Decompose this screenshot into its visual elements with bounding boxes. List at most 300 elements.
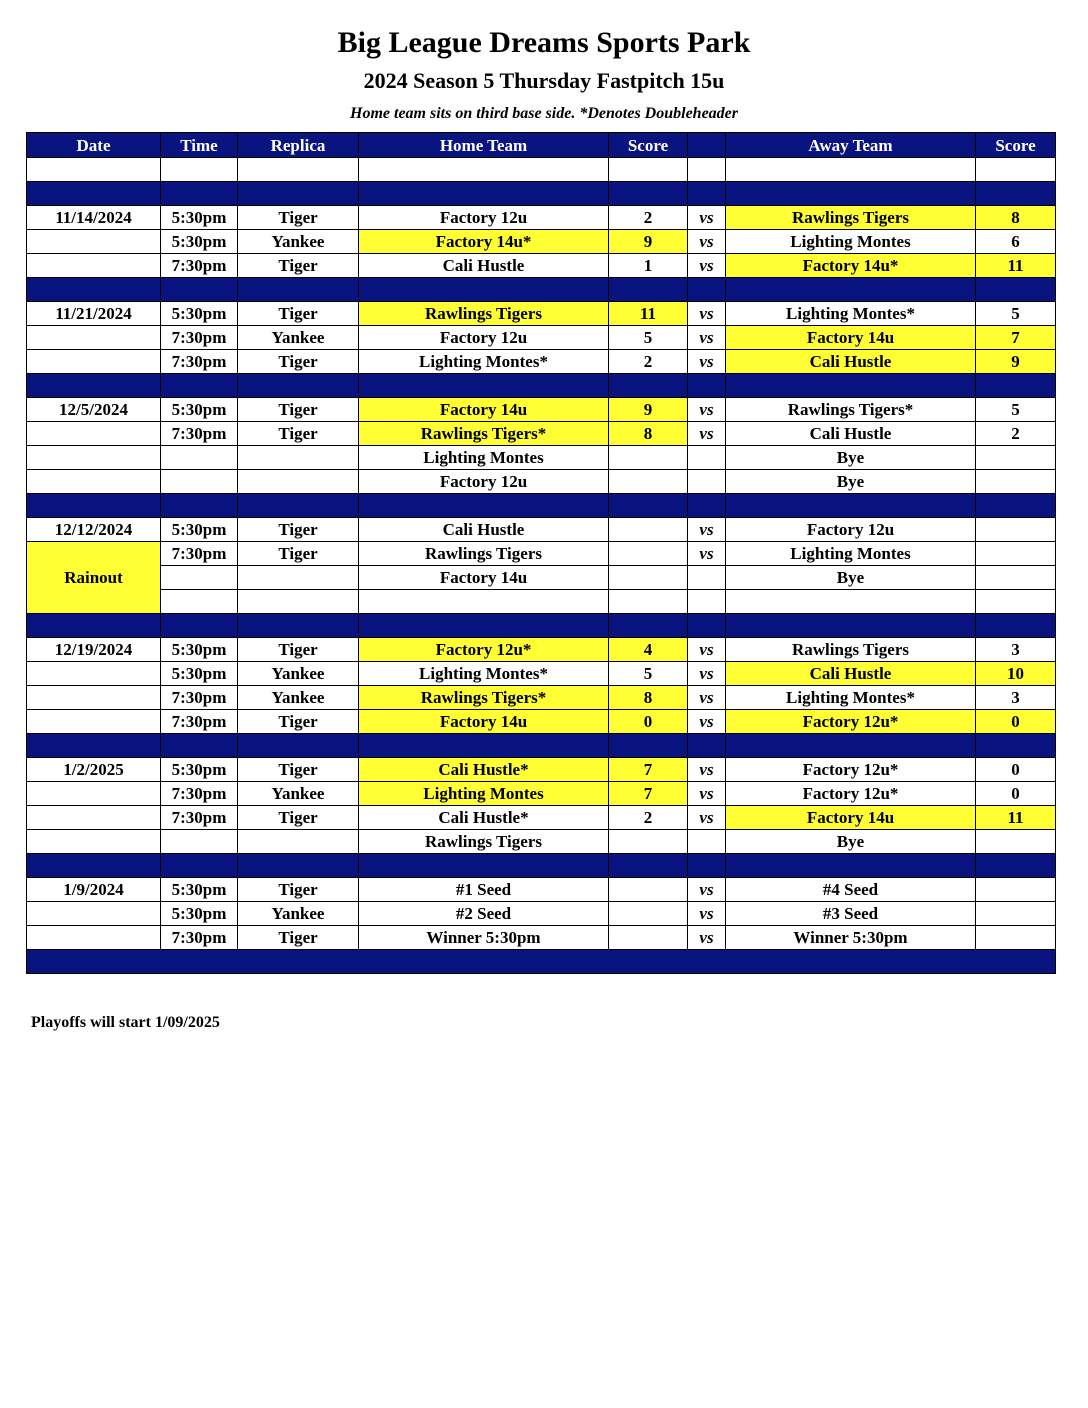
blank-cell <box>27 158 161 182</box>
time-cell: 5:30pm <box>161 302 238 326</box>
vs-cell: vs <box>688 326 726 350</box>
table-footer-bar <box>27 950 1056 974</box>
blank-cell <box>976 158 1056 182</box>
home-score-cell <box>609 446 688 470</box>
home-score-cell <box>609 470 688 494</box>
footer-bar-cell <box>27 950 1056 974</box>
home-team-cell: Lighting Montes <box>359 446 609 470</box>
vs-cell: vs <box>688 710 726 734</box>
away-score-cell <box>976 470 1056 494</box>
game-row <box>27 878 1056 902</box>
replica-cell: Tiger <box>238 422 359 446</box>
replica-cell: Yankee <box>238 902 359 926</box>
date-cell <box>27 350 161 374</box>
replica-cell: Tiger <box>238 878 359 902</box>
date-cell <box>27 422 161 446</box>
home-team-cell: Winner 5:30pm <box>359 926 609 950</box>
away-score-cell: 0 <box>976 710 1056 734</box>
home-score-cell: 7 <box>609 782 688 806</box>
game-row <box>27 206 1056 230</box>
game-row <box>27 326 1056 350</box>
week-separator-row <box>27 374 1056 398</box>
away-team-cell: Factory 14u* <box>726 254 976 278</box>
home-score-cell: 0 <box>609 710 688 734</box>
time-cell <box>161 590 238 614</box>
date-cell <box>27 230 161 254</box>
home-score-cell: 2 <box>609 206 688 230</box>
vs-cell: vs <box>688 758 726 782</box>
time-cell: 7:30pm <box>161 422 238 446</box>
replica-cell: Tiger <box>238 254 359 278</box>
date-cell <box>27 470 161 494</box>
vs-cell: vs <box>688 422 726 446</box>
away-team-cell: Lighting Montes* <box>726 686 976 710</box>
vs-cell: vs <box>688 662 726 686</box>
away-score-cell <box>976 878 1056 902</box>
home-team-cell: Rawlings Tigers* <box>359 422 609 446</box>
home-team-cell: Rawlings Tigers <box>359 302 609 326</box>
time-cell: 5:30pm <box>161 638 238 662</box>
home-team-cell: Factory 14u* <box>359 230 609 254</box>
home-team-cell: Cali Hustle <box>359 518 609 542</box>
date-cell <box>27 830 161 854</box>
separator-cell <box>688 494 726 518</box>
vs-cell <box>688 566 726 590</box>
away-score-cell: 7 <box>976 326 1056 350</box>
home-team-cell: Factory 14u <box>359 710 609 734</box>
game-row <box>27 830 1056 854</box>
separator-cell <box>688 182 726 206</box>
game-row <box>27 926 1056 950</box>
game-row <box>27 782 1056 806</box>
table-header-row <box>27 133 1056 158</box>
separator-cell <box>161 494 238 518</box>
date-cell <box>27 806 161 830</box>
separator-cell <box>976 182 1056 206</box>
vs-cell: vs <box>688 686 726 710</box>
vs-cell: vs <box>688 542 726 566</box>
home-team-cell: Rawlings Tigers* <box>359 686 609 710</box>
vs-cell: vs <box>688 926 726 950</box>
blank-cell <box>609 158 688 182</box>
time-cell <box>161 830 238 854</box>
game-row <box>27 542 1056 566</box>
separator-cell <box>726 614 976 638</box>
away-team-cell: Bye <box>726 566 976 590</box>
away-score-cell: 3 <box>976 686 1056 710</box>
away-score-cell <box>976 830 1056 854</box>
page-title: Big League Dreams Sports Park <box>337 26 751 59</box>
date-cell: 11/14/2024 <box>27 206 161 230</box>
separator-cell <box>161 734 238 758</box>
vs-cell: vs <box>688 398 726 422</box>
away-team-cell: Cali Hustle <box>726 350 976 374</box>
home-score-cell: 9 <box>609 230 688 254</box>
separator-cell <box>976 614 1056 638</box>
column-header-date: Date <box>27 133 161 158</box>
home-score-cell <box>609 518 688 542</box>
away-score-cell: 5 <box>976 398 1056 422</box>
game-row <box>27 662 1056 686</box>
time-cell: 7:30pm <box>161 542 238 566</box>
home-score-cell: 9 <box>609 398 688 422</box>
date-cell: 12/12/2024 <box>27 518 161 542</box>
date-cell <box>27 686 161 710</box>
separator-cell <box>976 278 1056 302</box>
vs-cell: vs <box>688 350 726 374</box>
schedule-table <box>26 132 1056 974</box>
away-team-cell: Factory 12u* <box>726 758 976 782</box>
separator-cell <box>27 614 161 638</box>
separator-cell <box>688 278 726 302</box>
home-team-cell: #2 Seed <box>359 902 609 926</box>
game-row <box>27 806 1056 830</box>
separator-cell <box>688 614 726 638</box>
separator-cell <box>238 734 359 758</box>
vs-cell: vs <box>688 518 726 542</box>
separator-cell <box>238 182 359 206</box>
game-row <box>27 254 1056 278</box>
replica-cell: Tiger <box>238 710 359 734</box>
schedule-body <box>27 158 1056 950</box>
game-row <box>27 350 1056 374</box>
away-score-cell <box>976 542 1056 566</box>
home-team-cell: Factory 12u <box>359 326 609 350</box>
separator-cell <box>688 374 726 398</box>
separator-cell <box>609 182 688 206</box>
home-score-cell: 1 <box>609 254 688 278</box>
week-separator-row <box>27 854 1056 878</box>
away-team-cell: #3 Seed <box>726 902 976 926</box>
away-team-cell: Bye <box>726 830 976 854</box>
away-team-cell: Factory 12u <box>726 518 976 542</box>
separator-cell <box>976 854 1056 878</box>
away-team-cell: Lighting Montes <box>726 542 976 566</box>
home-team-cell: Lighting Montes* <box>359 662 609 686</box>
separator-cell <box>238 278 359 302</box>
away-team-cell: Bye <box>726 470 976 494</box>
replica-cell <box>238 470 359 494</box>
time-cell: 7:30pm <box>161 710 238 734</box>
home-score-cell: 7 <box>609 758 688 782</box>
home-score-cell: 11 <box>609 302 688 326</box>
time-cell: 7:30pm <box>161 782 238 806</box>
away-score-cell: 5 <box>976 302 1056 326</box>
replica-cell: Tiger <box>238 398 359 422</box>
away-score-cell: 0 <box>976 758 1056 782</box>
date-cell: Rainout <box>27 542 161 614</box>
home-score-cell: 5 <box>609 326 688 350</box>
game-row <box>27 230 1056 254</box>
date-cell: 12/5/2024 <box>27 398 161 422</box>
column-header-replica: Replica <box>238 133 359 158</box>
column-header-home-team: Home Team <box>359 133 609 158</box>
separator-cell <box>609 734 688 758</box>
blank-cell <box>726 158 976 182</box>
separator-cell <box>27 374 161 398</box>
game-row <box>27 302 1056 326</box>
game-row <box>27 902 1056 926</box>
game-row <box>27 686 1056 710</box>
date-cell <box>27 662 161 686</box>
week-separator-row <box>27 182 1056 206</box>
separator-cell <box>359 278 609 302</box>
separator-cell <box>161 614 238 638</box>
home-team-cell: Factory 12u <box>359 470 609 494</box>
time-cell: 5:30pm <box>161 878 238 902</box>
home-team-cell <box>359 590 609 614</box>
vs-cell: vs <box>688 254 726 278</box>
date-cell: 1/2/2025 <box>27 758 161 782</box>
game-row <box>27 518 1056 542</box>
time-cell: 5:30pm <box>161 206 238 230</box>
away-score-cell <box>976 926 1056 950</box>
separator-cell <box>27 494 161 518</box>
away-score-cell: 3 <box>976 638 1056 662</box>
home-score-cell: 2 <box>609 350 688 374</box>
replica-cell: Tiger <box>238 518 359 542</box>
replica-cell: Yankee <box>238 686 359 710</box>
away-score-cell <box>976 518 1056 542</box>
date-cell: 11/21/2024 <box>27 302 161 326</box>
away-score-cell: 10 <box>976 662 1056 686</box>
away-score-cell: 6 <box>976 230 1056 254</box>
replica-cell: Tiger <box>238 638 359 662</box>
away-score-cell: 11 <box>976 806 1056 830</box>
week-separator-row <box>27 494 1056 518</box>
separator-cell <box>238 614 359 638</box>
vs-cell: vs <box>688 902 726 926</box>
home-team-cell: Cali Hustle <box>359 254 609 278</box>
time-cell: 7:30pm <box>161 350 238 374</box>
vs-cell: vs <box>688 302 726 326</box>
home-team-cell: Cali Hustle* <box>359 806 609 830</box>
away-team-cell: Rawlings Tigers <box>726 638 976 662</box>
time-cell: 7:30pm <box>161 926 238 950</box>
separator-cell <box>161 374 238 398</box>
column-header-away-score: Score <box>976 133 1056 158</box>
separator-cell <box>726 278 976 302</box>
separator-cell <box>976 494 1056 518</box>
home-team-cell: Rawlings Tigers <box>359 830 609 854</box>
replica-cell: Yankee <box>238 782 359 806</box>
game-row <box>27 398 1056 422</box>
away-team-cell: Lighting Montes <box>726 230 976 254</box>
playoffs-note: Playoffs will start 1/09/2025 <box>31 1014 220 1031</box>
separator-cell <box>359 374 609 398</box>
date-cell <box>27 254 161 278</box>
away-score-cell <box>976 446 1056 470</box>
home-score-cell: 2 <box>609 806 688 830</box>
separator-cell <box>238 494 359 518</box>
separator-cell <box>726 374 976 398</box>
separator-cell <box>359 854 609 878</box>
replica-cell: Tiger <box>238 758 359 782</box>
separator-cell <box>609 374 688 398</box>
date-cell: 12/19/2024 <box>27 638 161 662</box>
home-score-cell: 4 <box>609 638 688 662</box>
time-cell: 7:30pm <box>161 254 238 278</box>
home-team-cell: Factory 12u* <box>359 638 609 662</box>
away-team-cell: Bye <box>726 446 976 470</box>
game-row <box>27 638 1056 662</box>
away-team-cell: Lighting Montes* <box>726 302 976 326</box>
separator-cell <box>609 614 688 638</box>
away-score-cell: 0 <box>976 782 1056 806</box>
time-cell: 5:30pm <box>161 518 238 542</box>
date-cell <box>27 326 161 350</box>
vs-cell: vs <box>688 878 726 902</box>
away-score-cell: 8 <box>976 206 1056 230</box>
vs-cell <box>688 830 726 854</box>
replica-cell: Tiger <box>238 350 359 374</box>
away-score-cell: 2 <box>976 422 1056 446</box>
date-cell <box>27 926 161 950</box>
time-cell <box>161 470 238 494</box>
game-row <box>27 590 1056 614</box>
replica-cell <box>238 590 359 614</box>
home-score-cell <box>609 878 688 902</box>
replica-cell: Yankee <box>238 230 359 254</box>
replica-cell: Tiger <box>238 926 359 950</box>
separator-cell <box>359 182 609 206</box>
home-team-cell: Rawlings Tigers <box>359 542 609 566</box>
date-cell <box>27 446 161 470</box>
replica-cell: Yankee <box>238 326 359 350</box>
home-team-cell: Lighting Montes* <box>359 350 609 374</box>
separator-cell <box>688 854 726 878</box>
home-score-cell: 5 <box>609 662 688 686</box>
game-row <box>27 470 1056 494</box>
week-separator-row <box>27 614 1056 638</box>
blank-cell <box>238 158 359 182</box>
vs-cell: vs <box>688 806 726 830</box>
date-cell <box>27 902 161 926</box>
separator-cell <box>27 182 161 206</box>
away-team-cell: Cali Hustle <box>726 662 976 686</box>
game-row <box>27 566 1056 590</box>
home-score-cell: 8 <box>609 686 688 710</box>
away-score-cell <box>976 902 1056 926</box>
away-team-cell: #4 Seed <box>726 878 976 902</box>
away-team-cell: Factory 14u <box>726 326 976 350</box>
page-subtitle: 2024 Season 5 Thursday Fastpitch 15u <box>363 68 725 93</box>
vs-cell: vs <box>688 638 726 662</box>
time-cell: 5:30pm <box>161 230 238 254</box>
home-score-cell <box>609 902 688 926</box>
separator-cell <box>976 734 1056 758</box>
column-header-time: Time <box>161 133 238 158</box>
time-cell: 7:30pm <box>161 806 238 830</box>
separator-cell <box>359 494 609 518</box>
separator-cell <box>726 494 976 518</box>
separator-cell <box>238 854 359 878</box>
replica-cell <box>238 446 359 470</box>
vs-cell: vs <box>688 782 726 806</box>
separator-cell <box>27 854 161 878</box>
time-cell: 5:30pm <box>161 758 238 782</box>
separator-cell <box>976 374 1056 398</box>
replica-cell <box>238 566 359 590</box>
away-team-cell <box>726 590 976 614</box>
page-note: Home team sits on third base side. *Denotes Doubleheader <box>350 105 738 122</box>
time-cell: 5:30pm <box>161 902 238 926</box>
time-cell: 7:30pm <box>161 686 238 710</box>
game-row <box>27 710 1056 734</box>
home-team-cell: Factory 14u <box>359 566 609 590</box>
vs-cell: vs <box>688 206 726 230</box>
home-team-cell: Lighting Montes <box>359 782 609 806</box>
date-cell <box>27 782 161 806</box>
replica-cell: Yankee <box>238 662 359 686</box>
week-separator-row <box>27 278 1056 302</box>
separator-cell <box>609 854 688 878</box>
away-team-cell: Rawlings Tigers <box>726 206 976 230</box>
home-team-cell: Cali Hustle* <box>359 758 609 782</box>
replica-cell <box>238 830 359 854</box>
away-score-cell: 9 <box>976 350 1056 374</box>
away-score-cell: 11 <box>976 254 1056 278</box>
away-team-cell: Factory 14u <box>726 806 976 830</box>
away-team-cell: Factory 12u* <box>726 710 976 734</box>
time-cell: 5:30pm <box>161 398 238 422</box>
game-row <box>27 758 1056 782</box>
column-header-home-score: Score <box>609 133 688 158</box>
separator-cell <box>238 374 359 398</box>
home-team-cell: Factory 12u <box>359 206 609 230</box>
separator-cell <box>359 734 609 758</box>
vs-cell <box>688 590 726 614</box>
home-score-cell <box>609 590 688 614</box>
game-row <box>27 446 1056 470</box>
time-cell <box>161 566 238 590</box>
separator-cell <box>27 278 161 302</box>
replica-cell: Tiger <box>238 806 359 830</box>
replica-cell: Tiger <box>238 302 359 326</box>
away-score-cell <box>976 566 1056 590</box>
away-team-cell: Cali Hustle <box>726 422 976 446</box>
replica-cell: Tiger <box>238 206 359 230</box>
date-cell <box>27 710 161 734</box>
blank-cell <box>688 158 726 182</box>
vs-cell <box>688 470 726 494</box>
home-score-cell <box>609 926 688 950</box>
game-row <box>27 422 1056 446</box>
date-cell: 1/9/2024 <box>27 878 161 902</box>
blank-cell <box>359 158 609 182</box>
home-score-cell <box>609 542 688 566</box>
vs-cell <box>688 446 726 470</box>
home-team-cell: #1 Seed <box>359 878 609 902</box>
week-separator-row <box>27 734 1056 758</box>
separator-cell <box>726 182 976 206</box>
separator-cell <box>688 734 726 758</box>
home-score-cell <box>609 830 688 854</box>
time-cell: 7:30pm <box>161 326 238 350</box>
separator-cell <box>609 278 688 302</box>
away-score-cell <box>976 590 1056 614</box>
separator-cell <box>161 182 238 206</box>
away-team-cell: Winner 5:30pm <box>726 926 976 950</box>
home-score-cell: 8 <box>609 422 688 446</box>
separator-cell <box>726 734 976 758</box>
separator-cell <box>609 494 688 518</box>
time-cell <box>161 446 238 470</box>
column-header-away-team: Away Team <box>726 133 976 158</box>
separator-cell <box>726 854 976 878</box>
column-header-vs <box>688 133 726 158</box>
away-team-cell: Rawlings Tigers* <box>726 398 976 422</box>
